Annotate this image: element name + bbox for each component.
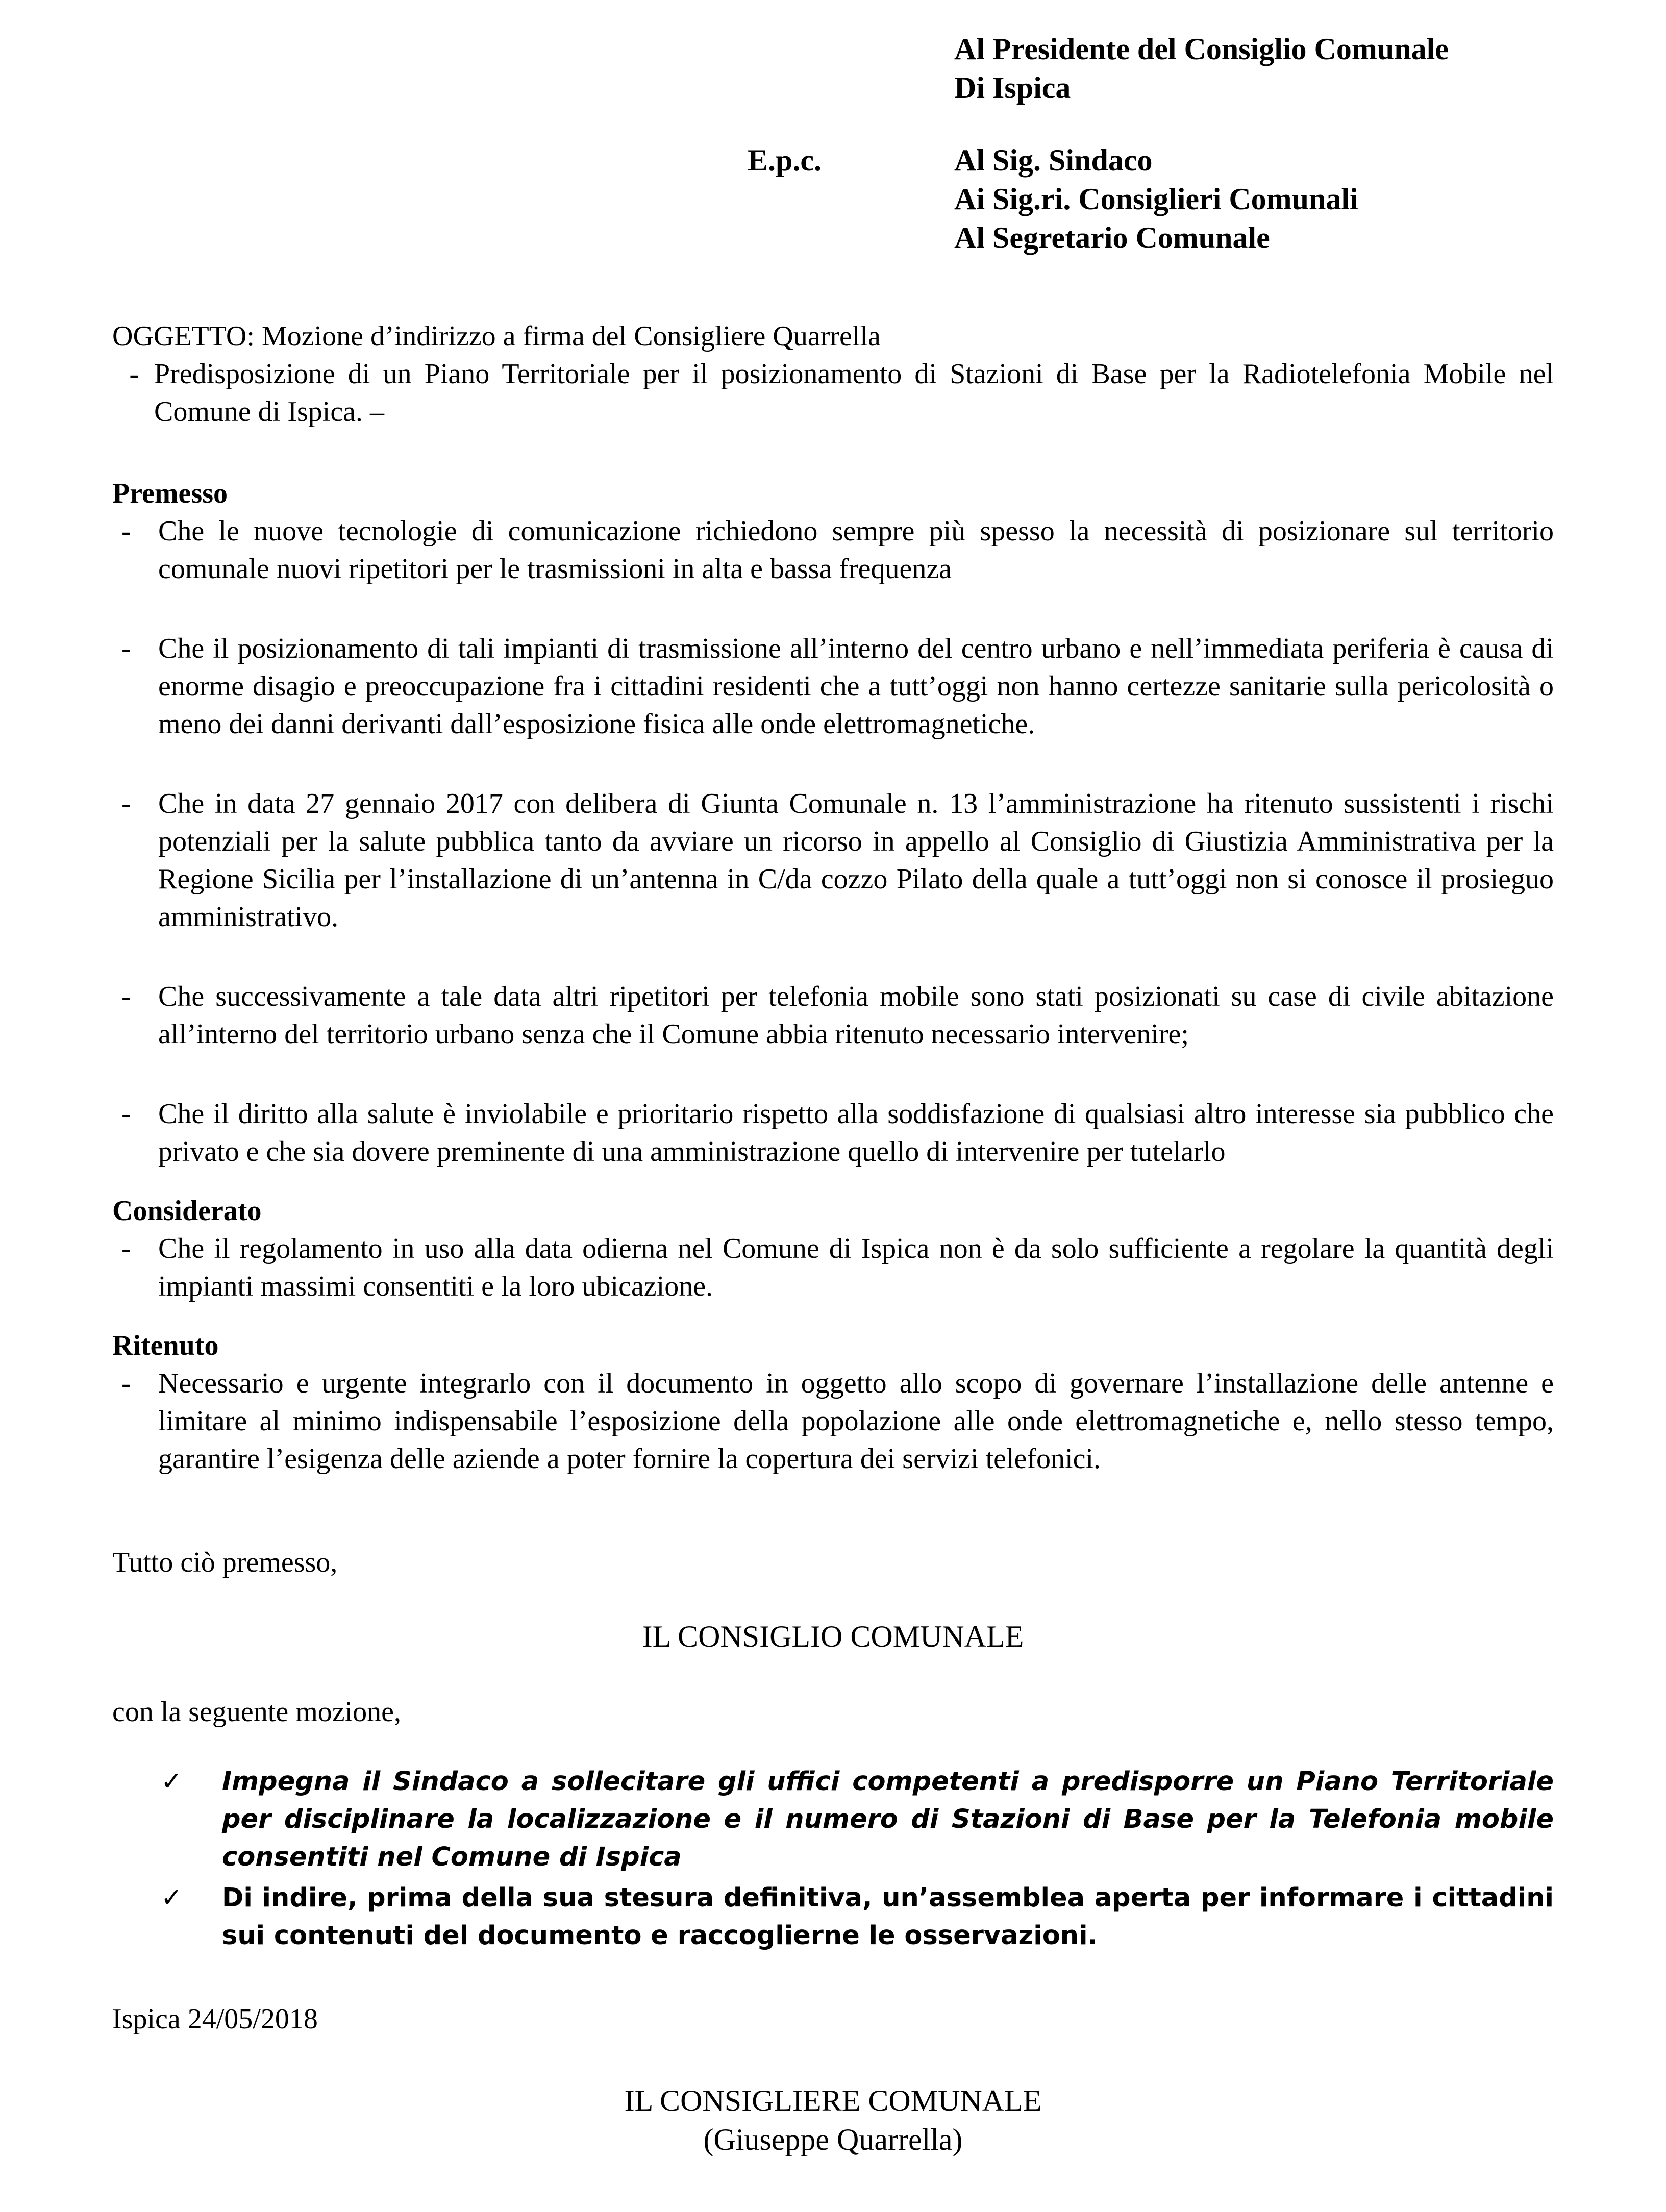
motion-item-1 [161,1763,1554,1876]
bullet-dash: - [121,633,131,664]
subject-dash: - [129,358,139,390]
subject-detail-item [112,355,1554,431]
premesso-text-4: Che successivamente a tale data altri ripetitori per telefonia mobile sono stati posizionati su case di civile abitazione all’interno del territorio urbano senza che il Comune abbia ritenuto necessario intervenire; [158,981,1554,1050]
bullet-dash: - [121,1368,131,1399]
motion-list [161,1763,1554,1958]
premesso-text-2: Che il posizionamento di tali impianti di trasmissione all’interno del centro urbano e nell’immediata periferia è causa di enorme disagio e preoccupazione fra i cittadini residenti che a tutt’oggi non hanno certezze sanitarie sulla pericolosità o meno dei danni derivanti dall’esposizione fisica alle onde elettromagnetiche. [158,633,1554,740]
bullet-dash: - [121,788,131,819]
subject-heading: OGGETTO: Mozione d’indirizzo a firma del Consigliere Quarrella [112,320,881,352]
premesso-heading: Premesso [112,478,228,509]
premesso-item-1 [112,512,1554,588]
council-title: IL CONSIGLIO COMUNALE [642,1620,1024,1653]
epc-label: E.p.c. [748,143,822,177]
motion-text-2: Di indire, prima della sua stesura definitiva, un’assemblea aperta per informare i cittadini sui contenuti del documento e raccoglierne le osservazioni. [222,1883,1554,1951]
bullet-dash: - [121,1098,131,1130]
body-sections [112,475,1554,1499]
recipient-municipality: Di Ispica [954,71,1071,105]
premesso-text-5: Che il diritto alla salute è inviolabile e prioritario rispetto alla soddisfazione di qualsiasi altro interesse sia pubblico che privato e che sia dovere preminente di una amministrazione quello di intervenire per tutelarlo [158,1098,1554,1167]
ritenuto-text-1: Necessario e urgente integrarlo con il documento in oggetto allo scopo di governare l’installazione delle antenne e limitare al minimo indispensabile l’esposizione della popolazione alle onde elettromagnetiche e, nello stesso tempo, garantire l’esigenza delle aziende a poter fornire la copertura dei servizi telefonici. [158,1368,1554,1475]
date-line: Ispica 24/05/2018 [112,2003,318,2035]
checkmark-icon: ✓ [161,1883,183,1913]
con-la-mozione: con la seguente mozione, [112,1696,402,1728]
bullet-dash: - [121,515,131,547]
subject-block [112,317,1554,431]
premesso-item-5 [112,1095,1554,1171]
bullet-dash: - [121,1233,131,1264]
cc-mayor: Al Sig. Sindaco [954,143,1153,177]
premesso-item-2 [112,630,1554,743]
considerato-heading: Considerato [112,1195,262,1227]
recipient-president: Al Presidente del Consiglio Comunale [954,32,1449,66]
signature-role: IL CONSIGLIERE COMUNALE [624,2084,1042,2118]
ritenuto-item-1 [112,1364,1554,1478]
signature-name: (Giuseppe Quarrella) [703,2123,963,2156]
bullet-dash: - [121,981,131,1012]
considerato-text-1: Che il regolamento in uso alla data odierna nel Comune di Ispica non è da solo sufficiente a regolare la quantità degli impianti massimi consentiti e la loro ubicazione. [158,1233,1554,1302]
tutto-premesso: Tutto ciò premesso, [112,1547,338,1578]
motion-text-1: Impegna il Sindaco a sollecitare gli uffici competenti a predisporre un Piano Territoriale per disciplinare la localizzazione e il numero di Stazioni di Base per la Telefonia mobile consentiti nel Comune di Ispica [222,1767,1554,1872]
subject-detail: Predisposizione di un Piano Territoriale per il posizionamento di Stazioni di Base per la Radiotelefonia Mobile nel Comune di Ispica. – [154,358,1554,428]
cc-councillors: Ai Sig.ri. Consiglieri Comunali [954,182,1358,216]
ritenuto-heading: Ritenuto [112,1330,219,1361]
considerato-item-1 [112,1230,1554,1305]
premesso-item-3 [112,785,1554,936]
premesso-item-4 [112,978,1554,1053]
premesso-text-1: Che le nuove tecnologie di comunicazione richiedono sempre più spesso la necessità di posizionare sul territorio comunale nuovi ripetitori per le trasmissioni in alta e bassa frequenza [158,515,1554,585]
motion-item-2 [161,1879,1554,1955]
cc-secretary: Al Segretario Comunale [954,221,1270,255]
premesso-text-3: Che in data 27 gennaio 2017 con delibera di Giunta Comunale n. 13 l’amministrazione ha ritenuto sussistenti i rischi potenziali per la salute pubblica tanto da avviare un ricorso in appello al Consiglio di Giustizia Amministrativa per la Regione Sicilia per l’installazione di un’antenna in C/da cozzo Pilato della quale a tutt’oggi non si conosce il prosieguo amministrativo. [158,788,1554,933]
checkmark-icon: ✓ [161,1767,183,1797]
recipients-block [954,30,1449,257]
